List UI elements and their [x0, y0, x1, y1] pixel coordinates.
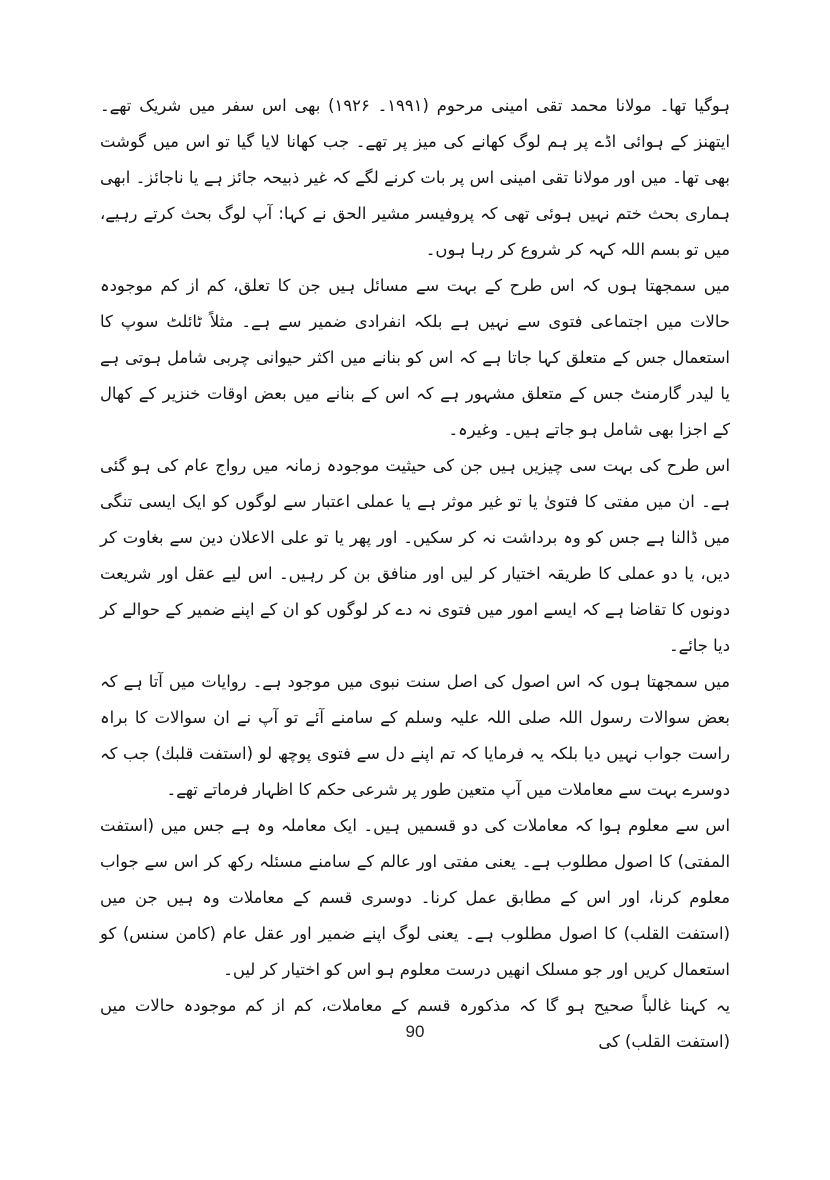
paragraph-3: اس طرح کی بہت سی چیزیں ہیں جن کی حیثیت موجودہ زمانہ میں رواج عام کی ہو گئی ہے۔ ان میں مفتی کا فتویٰ یا تو غیر موثر ہے یا عملی اعتبار سے لوگوں کو ایک ایسی تنگی میں ڈالنا ہے جس کو وہ برداشت نہ کر سکیں۔ اور پھر یا تو علی الاعلان دین سے بغاوت کر دیں، یا دو عملی کا طریقہ اختیار کر لیں اور منافق بن کر رہیں۔ اس لیے عقل اور شریعت دونوں کا تقاضا ہے کہ ایسے امور میں فتوی نہ دے کر لوگوں کو ان کے اپنے ضمیر کے حوالے کر دیا جائے۔ — [100, 456, 730, 655]
paragraph-4: میں سمجھتا ہوں کہ اس اصول کی اصل سنت نبوی میں موجود ہے۔ روایات میں آتا ہے کہ بعض سوالات رسول اللہ صلی اللہ علیہ وسلم کے سامنے آئے تو آپ نے ان سوالات کا براہ راست جواب نہیں دیا بلکہ یہ فرمایا کہ تم اپنے دل سے فتوی پوچھ لو (استفت قلبك) جب کہ دوسرے بہت سے معاملات میں آپ متعین طور پر شرعی حکم کا اظہار فرماتے تھے۔ — [100, 672, 730, 799]
paragraph-6: یہ کہنا غالباً صحیح ہو گا کہ مذکورہ قسم کے معاملات، کم از کم موجودہ حالات میں (استفت القلب) کی — [100, 996, 730, 1051]
paragraph-2: میں سمجھتا ہوں کہ اس طرح کے بہت سے مسائل ہیں جن کا تعلق، کم از کم موجودہ حالات میں اجتماعی فتوی سے نہیں ہے بلکہ انفرادی ضمیر سے ہے۔ مثلاً ٹائلٹ سوپ کا استعمال جس کے متعلق کہا جاتا ہے کہ اس کو بنانے میں اکثر حیوانی چربی شامل ہوتی ہے یا لیدر گارمنٹ جس کے متعلق مشہور ہے کہ اس کے بنانے میں بعض اوقات خنزیر کے کھال کے اجزا بھی شامل ہو جاتے ہیں۔ وغیرہ۔ — [100, 276, 730, 439]
body-text — [100, 88, 730, 1060]
paragraph-5: اس سے معلوم ہوا کہ معاملات کی دو قسمیں ہیں۔ ایک معاملہ وہ ہے جس میں (استفت المفتی) کا اصول مطلوب ہے۔ یعنی مفتی اور عالم کے سامنے مسئلہ رکھ کر اس سے جواب معلوم کرنا، اور اس کے مطابق عمل کرنا۔ دوسری قسم کے معاملات وہ ہیں جن میں (استفت القلب) کا اصول مطلوب ہے۔ یعنی لوگ اپنے ضمیر اور عقل عام (کامن سنس) کو استعمال کریں اور جو مسلک انھیں درست معلوم ہو اس کو اختیار کر لیں۔ — [100, 816, 730, 979]
page-number: 90 — [405, 1022, 425, 1041]
paragraph-1: ہوگیا تھا۔ مولانا محمد تقی امینی مرحوم (۱۹۹۱۔ ۱۹۲۶) بھی اس سفر میں شریک تھے۔ ایتھنز کے ہوائی اڈے پر ہم لوگ کھانے کی میز پر تھے۔ جب کھانا لایا گیا تو اس میں گوشت بھی تھا۔ میں اور مولانا تقی امینی اس پر بات کرنے لگے کہ غیر ذبیحہ جائز ہے یا ناجائز۔ ابھی ہماری بحث ختم نہیں ہوئی تھی کہ پروفیسر مشیر الحق نے کہا: آپ لوگ بحث کرتے رہیے، میں تو بسم اللہ کہہ کر شروع کر رہا ہوں۔ — [100, 96, 730, 259]
